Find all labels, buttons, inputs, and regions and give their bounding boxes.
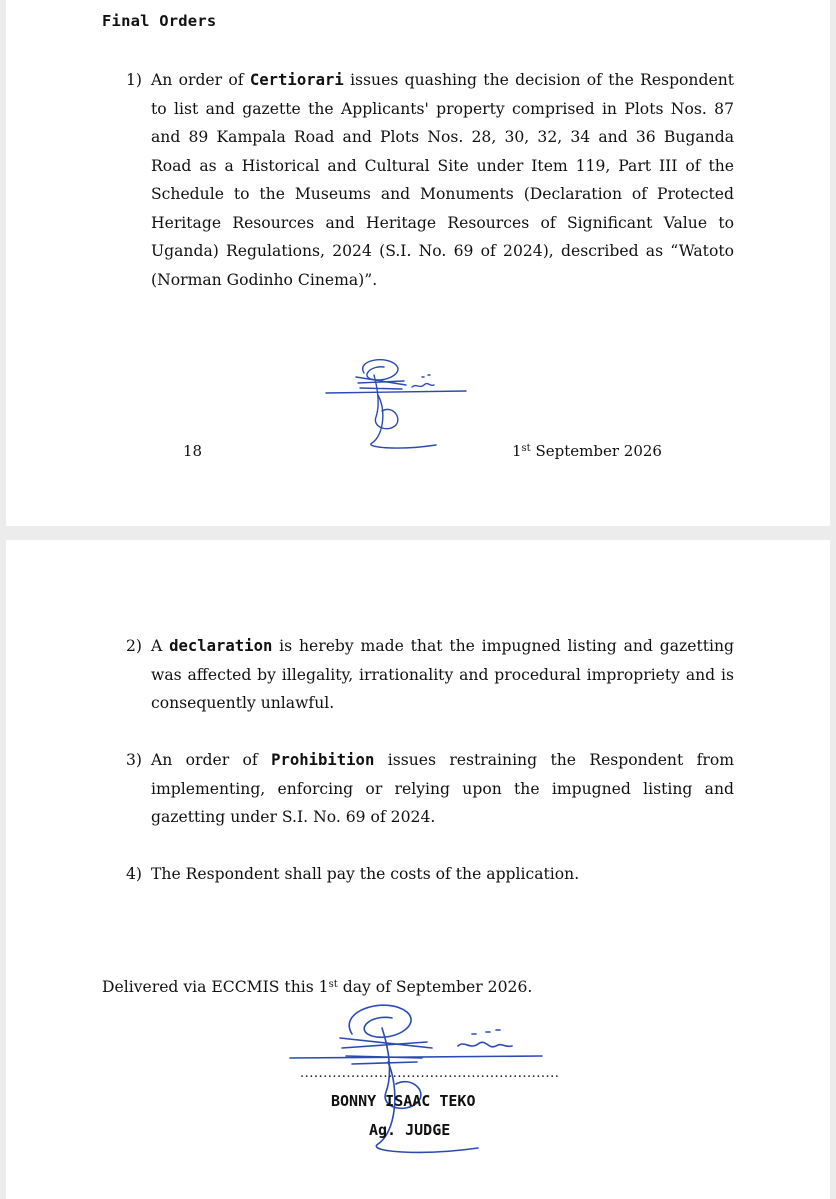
order-keyword: Certiorari [249, 71, 344, 89]
order-item-4 [126, 860, 734, 889]
order-number: 4) [126, 865, 143, 883]
document-page-2 [6, 540, 830, 1199]
order-number: 3) [126, 751, 143, 769]
order-keyword: Prohibition [271, 751, 375, 769]
order-number: 2) [126, 637, 143, 655]
signature-line: ........................................................ [300, 1066, 560, 1081]
order-text: An order of Certiorari issues quashing the decision of the Respondent to list and gazette the Applicants' property comprised in Plots Nos. 87 and 89 Kampala Road and Plots Nos. 28, 30, 32, 34 and 36 Buganda Road as a Historical and Cultural Site under Item 119, Part III of the Schedule to the Museums and Monuments (Declaration of Protected Heritage Resources and Heritage Resources of Significant Value to Uganda) Regulations, 2024 (S.I. No. 69 of 2024), described as “Watoto (Norman Godinho Cinema)”. [151, 71, 734, 289]
order-item-1 [126, 66, 734, 294]
order-text: An order of Prohibition issues restraining the Respondent from implementing, enforcing or relying upon the impugned listing and gazetting under S.I. No. 69 of 2024. [151, 751, 735, 826]
judge-title: Ag. JUDGE [369, 1121, 451, 1139]
order-number: 1) [126, 71, 143, 89]
document-page-1 [6, 0, 830, 526]
judge-name: BONNY ISAAC TEKO [331, 1092, 476, 1110]
order-item-3 [126, 746, 734, 832]
page-number: 18 [183, 442, 203, 460]
order-text: The Respondent shall pay the costs of the application. [151, 865, 580, 883]
order-keyword: declaration [169, 637, 273, 655]
final-orders-heading: Final Orders [102, 12, 217, 30]
order-text: A declaration is hereby made that the impugned listing and gazetting was affected by illegality, irrationality and procedural impropriety and is consequently unlawful. [151, 637, 734, 712]
signature-date: 1st September 2026 [512, 442, 662, 460]
delivery-statement: Delivered via ECCMIS this 1st day of September 2026. [102, 978, 533, 996]
order-item-2 [126, 632, 734, 718]
judge-signature-1 [316, 355, 486, 455]
